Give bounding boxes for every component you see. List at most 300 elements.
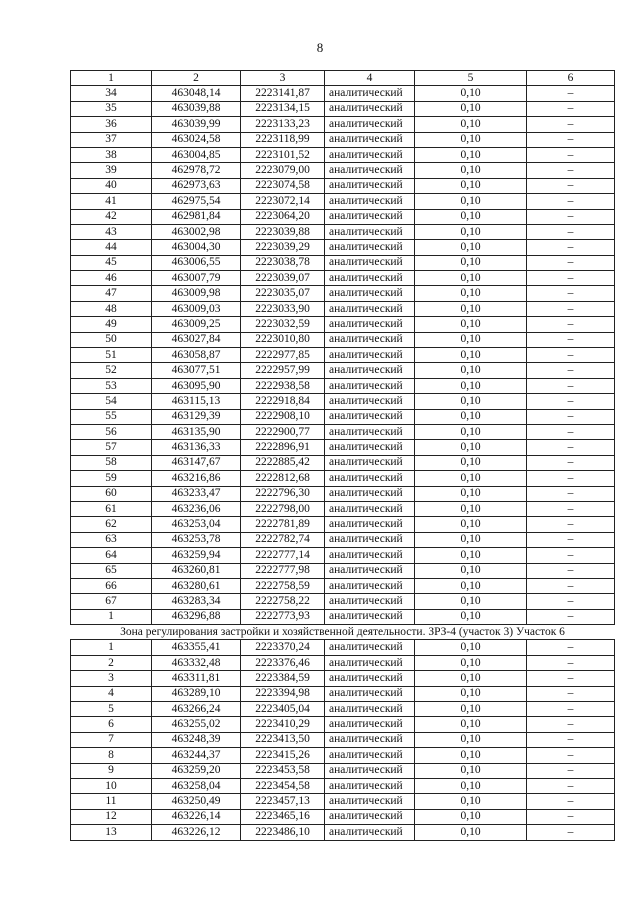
method-cell: аналитический	[325, 378, 415, 393]
method-cell: аналитический	[325, 732, 415, 747]
point-number-cell: 56	[71, 424, 152, 439]
method-cell: аналитический	[325, 563, 415, 578]
accuracy-cell: 0,10	[415, 224, 527, 239]
method-cell: аналитический	[325, 224, 415, 239]
y-coordinate-cell: 2222798,00	[241, 501, 325, 516]
table-row	[71, 486, 615, 501]
table-row	[71, 209, 615, 224]
header-col-2: 2	[152, 71, 241, 86]
note-cell: –	[527, 117, 615, 132]
x-coordinate-cell: 463236,06	[152, 501, 241, 516]
note-cell: –	[527, 147, 615, 162]
x-coordinate-cell: 463244,37	[152, 748, 241, 763]
note-cell: –	[527, 501, 615, 516]
method-cell: аналитический	[325, 286, 415, 301]
table-row	[71, 578, 615, 593]
method-cell: аналитический	[325, 271, 415, 286]
point-number-cell: 38	[71, 147, 152, 162]
table-row	[71, 409, 615, 424]
note-cell: –	[527, 471, 615, 486]
x-coordinate-cell: 463253,78	[152, 532, 241, 547]
note-cell: –	[527, 255, 615, 270]
header-col-6: 6	[527, 71, 615, 86]
method-cell: аналитический	[325, 640, 415, 655]
note-cell: –	[527, 732, 615, 747]
table-row	[71, 563, 615, 578]
y-coordinate-cell: 2223074,58	[241, 178, 325, 193]
accuracy-cell: 0,10	[415, 794, 527, 809]
table-row	[71, 671, 615, 686]
note-cell: –	[527, 348, 615, 363]
y-coordinate-cell: 2222918,84	[241, 394, 325, 409]
note-cell: –	[527, 517, 615, 532]
point-number-cell: 4	[71, 686, 152, 701]
note-cell: –	[527, 563, 615, 578]
y-coordinate-cell: 2222812,68	[241, 471, 325, 486]
x-coordinate-cell: 463129,39	[152, 409, 241, 424]
table-row	[71, 224, 615, 239]
table-row	[71, 194, 615, 209]
point-number-cell: 57	[71, 440, 152, 455]
point-number-cell: 46	[71, 271, 152, 286]
note-cell: –	[527, 609, 615, 624]
accuracy-cell: 0,10	[415, 594, 527, 609]
x-coordinate-cell: 463004,30	[152, 240, 241, 255]
point-number-cell: 34	[71, 86, 152, 101]
x-coordinate-cell: 463004,85	[152, 147, 241, 162]
y-coordinate-cell: 2223133,23	[241, 117, 325, 132]
y-coordinate-cell: 2223453,58	[241, 763, 325, 778]
accuracy-cell: 0,10	[415, 548, 527, 563]
y-coordinate-cell: 2223405,04	[241, 702, 325, 717]
zone-heading-row	[71, 625, 615, 640]
x-coordinate-cell: 463006,55	[152, 255, 241, 270]
table-row	[71, 271, 615, 286]
y-coordinate-cell: 2222796,30	[241, 486, 325, 501]
header-col-1: 1	[71, 71, 152, 86]
note-cell: –	[527, 178, 615, 193]
accuracy-cell: 0,10	[415, 394, 527, 409]
point-number-cell: 44	[71, 240, 152, 255]
point-number-cell: 54	[71, 394, 152, 409]
note-cell: –	[527, 317, 615, 332]
table-row	[71, 363, 615, 378]
table-row	[71, 748, 615, 763]
y-coordinate-cell: 2223376,46	[241, 655, 325, 670]
accuracy-cell: 0,10	[415, 409, 527, 424]
y-coordinate-cell: 2223134,15	[241, 101, 325, 116]
point-number-cell: 60	[71, 486, 152, 501]
x-coordinate-cell: 463289,10	[152, 686, 241, 701]
note-cell: –	[527, 778, 615, 793]
method-cell: аналитический	[325, 163, 415, 178]
table-row	[71, 317, 615, 332]
method-cell: аналитический	[325, 424, 415, 439]
x-coordinate-cell: 463058,87	[152, 348, 241, 363]
table-row	[71, 101, 615, 116]
accuracy-cell: 0,10	[415, 455, 527, 470]
note-cell: –	[527, 548, 615, 563]
method-cell: аналитический	[325, 778, 415, 793]
table-row	[71, 763, 615, 778]
header-col-5: 5	[415, 71, 527, 86]
method-cell: аналитический	[325, 240, 415, 255]
y-coordinate-cell: 2223118,99	[241, 132, 325, 147]
note-cell: –	[527, 224, 615, 239]
point-number-cell: 67	[71, 594, 152, 609]
x-coordinate-cell: 463135,90	[152, 424, 241, 439]
method-cell: аналитический	[325, 609, 415, 624]
note-cell: –	[527, 594, 615, 609]
accuracy-cell: 0,10	[415, 363, 527, 378]
note-cell: –	[527, 640, 615, 655]
method-cell: аналитический	[325, 517, 415, 532]
table-row	[71, 301, 615, 316]
table-row	[71, 240, 615, 255]
table-row	[71, 348, 615, 363]
point-number-cell: 52	[71, 363, 152, 378]
method-cell: аналитический	[325, 317, 415, 332]
note-cell: –	[527, 748, 615, 763]
x-coordinate-cell: 463258,04	[152, 778, 241, 793]
point-number-cell: 41	[71, 194, 152, 209]
note-cell: –	[527, 486, 615, 501]
group2-rows	[71, 640, 615, 840]
point-number-cell: 6	[71, 717, 152, 732]
y-coordinate-cell: 2222896,91	[241, 440, 325, 455]
point-number-cell: 35	[71, 101, 152, 116]
x-coordinate-cell: 463216,86	[152, 471, 241, 486]
header-col-4: 4	[325, 71, 415, 86]
method-cell: аналитический	[325, 117, 415, 132]
method-cell: аналитический	[325, 748, 415, 763]
x-coordinate-cell: 463226,14	[152, 809, 241, 824]
accuracy-cell: 0,10	[415, 517, 527, 532]
x-coordinate-cell: 463039,88	[152, 101, 241, 116]
y-coordinate-cell: 2222758,22	[241, 594, 325, 609]
point-number-cell: 45	[71, 255, 152, 270]
x-coordinate-cell: 462981,84	[152, 209, 241, 224]
x-coordinate-cell: 463260,81	[152, 563, 241, 578]
accuracy-cell: 0,10	[415, 317, 527, 332]
group1-rows	[71, 86, 615, 625]
point-number-cell: 12	[71, 809, 152, 824]
accuracy-cell: 0,10	[415, 486, 527, 501]
method-cell: аналитический	[325, 86, 415, 101]
table-row	[71, 686, 615, 701]
accuracy-cell: 0,10	[415, 640, 527, 655]
method-cell: аналитический	[325, 471, 415, 486]
note-cell: –	[527, 455, 615, 470]
table-row	[71, 455, 615, 470]
accuracy-cell: 0,10	[415, 702, 527, 717]
note-cell: –	[527, 209, 615, 224]
x-coordinate-cell: 463266,24	[152, 702, 241, 717]
point-number-cell: 47	[71, 286, 152, 301]
y-coordinate-cell: 2223141,87	[241, 86, 325, 101]
accuracy-cell: 0,10	[415, 717, 527, 732]
table-row	[71, 517, 615, 532]
point-number-cell: 1	[71, 640, 152, 655]
point-number-cell: 53	[71, 378, 152, 393]
table-row	[71, 702, 615, 717]
point-number-cell: 58	[71, 455, 152, 470]
point-number-cell: 9	[71, 763, 152, 778]
x-coordinate-cell: 462973,63	[152, 178, 241, 193]
note-cell: –	[527, 532, 615, 547]
y-coordinate-cell: 2223038,78	[241, 255, 325, 270]
method-cell: аналитический	[325, 717, 415, 732]
x-coordinate-cell: 463009,03	[152, 301, 241, 316]
accuracy-cell: 0,10	[415, 501, 527, 516]
point-number-cell: 61	[71, 501, 152, 516]
x-coordinate-cell: 463355,41	[152, 640, 241, 655]
table-row	[71, 640, 615, 655]
y-coordinate-cell: 2222900,77	[241, 424, 325, 439]
table-row	[71, 147, 615, 162]
y-coordinate-cell: 2223039,07	[241, 271, 325, 286]
y-coordinate-cell: 2223457,13	[241, 794, 325, 809]
method-cell: аналитический	[325, 794, 415, 809]
accuracy-cell: 0,10	[415, 532, 527, 547]
x-coordinate-cell: 463048,14	[152, 86, 241, 101]
x-coordinate-cell: 463009,25	[152, 317, 241, 332]
y-coordinate-cell: 2222781,89	[241, 517, 325, 532]
y-coordinate-cell: 2222908,10	[241, 409, 325, 424]
point-number-cell: 39	[71, 163, 152, 178]
y-coordinate-cell: 2223064,20	[241, 209, 325, 224]
x-coordinate-cell: 463077,51	[152, 363, 241, 378]
table-row	[71, 163, 615, 178]
y-coordinate-cell: 2223079,00	[241, 163, 325, 178]
table-row	[71, 286, 615, 301]
y-coordinate-cell: 2223039,29	[241, 240, 325, 255]
zone-section	[71, 625, 615, 640]
table-row	[71, 394, 615, 409]
y-coordinate-cell: 2222773,93	[241, 609, 325, 624]
x-coordinate-cell: 462975,54	[152, 194, 241, 209]
method-cell: аналитический	[325, 147, 415, 162]
accuracy-cell: 0,10	[415, 101, 527, 116]
accuracy-cell: 0,10	[415, 178, 527, 193]
x-coordinate-cell: 463255,02	[152, 717, 241, 732]
point-number-cell: 65	[71, 563, 152, 578]
point-number-cell: 59	[71, 471, 152, 486]
note-cell: –	[527, 86, 615, 101]
x-coordinate-cell: 463233,47	[152, 486, 241, 501]
table-row	[71, 424, 615, 439]
y-coordinate-cell: 2223413,50	[241, 732, 325, 747]
note-cell: –	[527, 763, 615, 778]
point-number-cell: 48	[71, 301, 152, 316]
y-coordinate-cell: 2223035,07	[241, 286, 325, 301]
y-coordinate-cell: 2223370,24	[241, 640, 325, 655]
accuracy-cell: 0,10	[415, 424, 527, 439]
accuracy-cell: 0,10	[415, 563, 527, 578]
accuracy-cell: 0,10	[415, 609, 527, 624]
table-row	[71, 732, 615, 747]
point-number-cell: 63	[71, 532, 152, 547]
point-number-cell: 55	[71, 409, 152, 424]
zone-heading: Зона регулирования застройки и хозяйственной деятельности. ЗРЗ-4 (участок 3) Участок 6	[71, 625, 615, 640]
x-coordinate-cell: 463226,12	[152, 825, 241, 840]
point-number-cell: 5	[71, 702, 152, 717]
accuracy-cell: 0,10	[415, 440, 527, 455]
x-coordinate-cell: 463311,81	[152, 671, 241, 686]
method-cell: аналитический	[325, 194, 415, 209]
accuracy-cell: 0,10	[415, 117, 527, 132]
accuracy-cell: 0,10	[415, 686, 527, 701]
accuracy-cell: 0,10	[415, 194, 527, 209]
table-row	[71, 778, 615, 793]
y-coordinate-cell: 2223454,58	[241, 778, 325, 793]
point-number-cell: 43	[71, 224, 152, 239]
method-cell: аналитический	[325, 763, 415, 778]
table-row	[71, 501, 615, 516]
point-number-cell: 1	[71, 609, 152, 624]
note-cell: –	[527, 686, 615, 701]
table-row	[71, 471, 615, 486]
method-cell: аналитический	[325, 440, 415, 455]
point-number-cell: 49	[71, 317, 152, 332]
accuracy-cell: 0,10	[415, 578, 527, 593]
y-coordinate-cell: 2223384,59	[241, 671, 325, 686]
x-coordinate-cell: 463147,67	[152, 455, 241, 470]
y-coordinate-cell: 2223394,98	[241, 686, 325, 701]
accuracy-cell: 0,10	[415, 748, 527, 763]
accuracy-cell: 0,10	[415, 809, 527, 824]
table-row	[71, 132, 615, 147]
table-row	[71, 255, 615, 270]
method-cell: аналитический	[325, 578, 415, 593]
note-cell: –	[527, 424, 615, 439]
table-row	[71, 440, 615, 455]
method-cell: аналитический	[325, 455, 415, 470]
table-row	[71, 117, 615, 132]
accuracy-cell: 0,10	[415, 378, 527, 393]
method-cell: аналитический	[325, 532, 415, 547]
x-coordinate-cell: 463039,99	[152, 117, 241, 132]
x-coordinate-cell: 463095,90	[152, 378, 241, 393]
y-coordinate-cell: 2222938,58	[241, 378, 325, 393]
table-row	[71, 717, 615, 732]
x-coordinate-cell: 463136,33	[152, 440, 241, 455]
note-cell: –	[527, 702, 615, 717]
point-number-cell: 2	[71, 655, 152, 670]
method-cell: аналитический	[325, 255, 415, 270]
x-coordinate-cell: 463259,20	[152, 763, 241, 778]
note-cell: –	[527, 671, 615, 686]
x-coordinate-cell: 463332,48	[152, 655, 241, 670]
method-cell: аналитический	[325, 655, 415, 670]
accuracy-cell: 0,10	[415, 763, 527, 778]
table-row	[71, 332, 615, 347]
accuracy-cell: 0,10	[415, 240, 527, 255]
accuracy-cell: 0,10	[415, 671, 527, 686]
table-row	[71, 609, 615, 624]
note-cell: –	[527, 578, 615, 593]
x-coordinate-cell: 463259,94	[152, 548, 241, 563]
accuracy-cell: 0,10	[415, 86, 527, 101]
y-coordinate-cell: 2222885,42	[241, 455, 325, 470]
accuracy-cell: 0,10	[415, 732, 527, 747]
x-coordinate-cell: 463115,13	[152, 394, 241, 409]
method-cell: аналитический	[325, 132, 415, 147]
point-number-cell: 40	[71, 178, 152, 193]
method-cell: аналитический	[325, 594, 415, 609]
point-number-cell: 66	[71, 578, 152, 593]
note-cell: –	[527, 409, 615, 424]
y-coordinate-cell: 2223410,29	[241, 717, 325, 732]
coordinates-table	[70, 70, 615, 841]
page-number: 8	[316, 40, 324, 55]
x-coordinate-cell: 463007,79	[152, 271, 241, 286]
y-coordinate-cell: 2223010,80	[241, 332, 325, 347]
x-coordinate-cell: 463024,58	[152, 132, 241, 147]
point-number-cell: 37	[71, 132, 152, 147]
note-cell: –	[527, 809, 615, 824]
method-cell: аналитический	[325, 486, 415, 501]
method-cell: аналитический	[325, 671, 415, 686]
point-number-cell: 3	[71, 671, 152, 686]
x-coordinate-cell: 463009,98	[152, 286, 241, 301]
method-cell: аналитический	[325, 348, 415, 363]
table-row	[71, 825, 615, 840]
y-coordinate-cell: 2223032,59	[241, 317, 325, 332]
point-number-cell: 8	[71, 748, 152, 763]
accuracy-cell: 0,10	[415, 132, 527, 147]
note-cell: –	[527, 194, 615, 209]
y-coordinate-cell: 2222782,74	[241, 532, 325, 547]
accuracy-cell: 0,10	[415, 163, 527, 178]
accuracy-cell: 0,10	[415, 209, 527, 224]
note-cell: –	[527, 717, 615, 732]
x-coordinate-cell: 463296,88	[152, 609, 241, 624]
table-row	[71, 594, 615, 609]
method-cell: аналитический	[325, 394, 415, 409]
y-coordinate-cell: 2222777,98	[241, 563, 325, 578]
x-coordinate-cell: 462978,72	[152, 163, 241, 178]
y-coordinate-cell: 2223465,16	[241, 809, 325, 824]
note-cell: –	[527, 363, 615, 378]
y-coordinate-cell: 2222977,85	[241, 348, 325, 363]
x-coordinate-cell: 463027,84	[152, 332, 241, 347]
accuracy-cell: 0,10	[415, 655, 527, 670]
note-cell: –	[527, 825, 615, 840]
accuracy-cell: 0,10	[415, 778, 527, 793]
point-number-cell: 13	[71, 825, 152, 840]
point-number-cell: 51	[71, 348, 152, 363]
y-coordinate-cell: 2222777,14	[241, 548, 325, 563]
method-cell: аналитический	[325, 825, 415, 840]
accuracy-cell: 0,10	[415, 825, 527, 840]
method-cell: аналитический	[325, 809, 415, 824]
method-cell: аналитический	[325, 409, 415, 424]
accuracy-cell: 0,10	[415, 471, 527, 486]
note-cell: –	[527, 163, 615, 178]
point-number-cell: 7	[71, 732, 152, 747]
method-cell: аналитический	[325, 702, 415, 717]
x-coordinate-cell: 463248,39	[152, 732, 241, 747]
point-number-cell: 10	[71, 778, 152, 793]
note-cell: –	[527, 794, 615, 809]
y-coordinate-cell: 2223415,26	[241, 748, 325, 763]
accuracy-cell: 0,10	[415, 271, 527, 286]
point-number-cell: 11	[71, 794, 152, 809]
method-cell: аналитический	[325, 363, 415, 378]
point-number-cell: 42	[71, 209, 152, 224]
table-header	[71, 71, 615, 86]
